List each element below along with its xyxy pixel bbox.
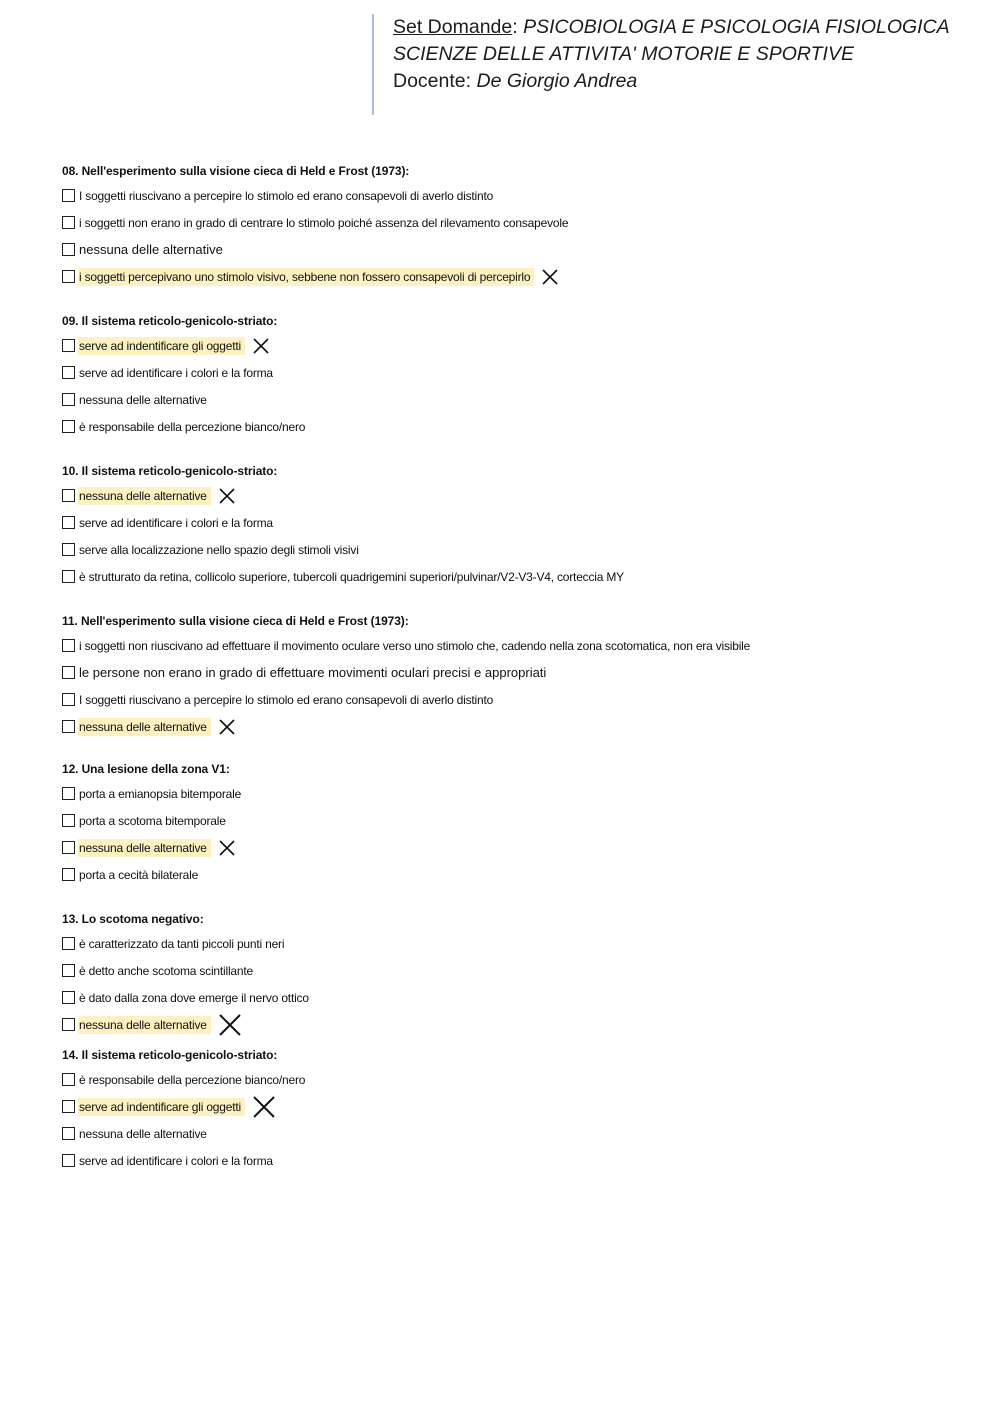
answer-checkbox[interactable]	[62, 243, 75, 256]
question-10	[62, 460, 962, 590]
cross-mark-icon	[219, 719, 235, 735]
answer-text: i soggetti non riuscivano ad effettuare il movimento oculare verso uno stimolo che, cadendo nella zona scotomatica, non era visibile	[79, 638, 751, 653]
answer-text: serve ad identificare i colori e la forma	[79, 515, 273, 530]
answer-checkbox[interactable]	[62, 814, 75, 827]
cross-mark-icon	[253, 338, 269, 354]
answer-checkbox[interactable]	[62, 666, 75, 679]
cross-mark-icon	[219, 1014, 241, 1036]
answer-option[interactable]	[62, 1120, 962, 1147]
answer-text: I soggetti riuscivano a percepire lo stimolo ed erano consapevoli di averlo distinto	[79, 692, 494, 707]
answer-checkbox[interactable]	[62, 1154, 75, 1167]
answer-text: è responsabile della percezione bianco/nero	[79, 419, 306, 434]
question-title: 10. Il sistema reticolo-genicolo-striato:	[62, 464, 278, 478]
set-label: Set Domande	[393, 16, 513, 38]
question-title: 12. Una lesione della zona V1:	[62, 762, 230, 776]
answer-text: nessuna delle alternative	[79, 392, 207, 407]
answer-option-marked[interactable]	[62, 1011, 962, 1038]
answer-text: porta a scotoma bitemporale	[79, 813, 226, 828]
answer-checkbox[interactable]	[62, 720, 75, 733]
question-title: 08. Nell'esperimento sulla visione cieca di Held e Frost (1973):	[62, 164, 410, 178]
answer-option[interactable]	[62, 536, 962, 563]
question-13	[62, 908, 962, 1038]
question-title: 11. Nell'esperimento sulla visione cieca di Held e Frost (1973):	[62, 614, 409, 628]
answer-text: serve ad identificare i colori e la forma	[79, 365, 273, 380]
answer-text: è strutturato da retina, collicolo superiore, tubercoli quadrigemini superiori/pulvinar/V2-V3-V4, corteccia MY	[79, 569, 624, 584]
answer-checkbox[interactable]	[62, 216, 75, 229]
answer-checkbox[interactable]	[62, 420, 75, 433]
answer-text-highlighted: i soggetti percepivano uno stimolo visivo, sebbene non fossero consapevoli di percepirlo	[78, 268, 534, 286]
answer-checkbox[interactable]	[62, 366, 75, 379]
answer-option[interactable]	[62, 686, 962, 713]
answer-checkbox[interactable]	[62, 841, 75, 854]
answer-checkbox[interactable]	[62, 339, 75, 352]
answer-checkbox[interactable]	[62, 991, 75, 1004]
answer-text: i soggetti non erano in grado di centrare lo stimolo poiché assenza del rilevamento consapevole	[79, 215, 569, 230]
answer-text-highlighted: nessuna delle alternative	[78, 487, 211, 505]
answer-checkbox[interactable]	[62, 270, 75, 283]
question-11	[62, 610, 962, 740]
answer-checkbox[interactable]	[62, 189, 75, 202]
answer-option[interactable]	[62, 780, 962, 807]
answer-checkbox[interactable]	[62, 693, 75, 706]
answer-option-marked[interactable]	[62, 713, 962, 740]
answer-checkbox[interactable]	[62, 570, 75, 583]
answer-checkbox[interactable]	[62, 1127, 75, 1140]
answer-option[interactable]	[62, 1147, 962, 1174]
answer-option[interactable]	[62, 807, 962, 834]
answer-checkbox[interactable]	[62, 543, 75, 556]
subject-title: PSICOBIOLOGIA E PSICOLOGIA FISIOLOGICA	[523, 16, 950, 38]
course-title: SCIENZE DELLE ATTIVITA' MOTORIE E SPORTIVE	[393, 43, 854, 65]
answer-text: nessuna delle alternative	[79, 242, 223, 257]
answer-text: è detto anche scotoma scintillante	[79, 963, 253, 978]
question-list	[62, 160, 962, 1174]
answer-text: le persone non erano in grado di effettuare movimenti oculari precisi e appropriati	[79, 665, 547, 680]
answer-text: porta a cecità bilaterale	[79, 867, 199, 882]
answer-checkbox[interactable]	[62, 516, 75, 529]
answer-checkbox[interactable]	[62, 1100, 75, 1113]
answer-checkbox[interactable]	[62, 937, 75, 950]
answer-option[interactable]	[62, 563, 962, 590]
answer-option[interactable]	[62, 182, 962, 209]
answer-option-marked[interactable]	[62, 482, 962, 509]
answer-checkbox[interactable]	[62, 1018, 75, 1031]
answer-text: è dato dalla zona dove emerge il nervo ottico	[79, 990, 309, 1005]
answer-option[interactable]	[62, 861, 962, 888]
answer-text: è responsabile della percezione bianco/nero	[79, 1072, 306, 1087]
question-12	[62, 758, 962, 888]
answer-checkbox[interactable]	[62, 1073, 75, 1086]
answer-text: porta a emianopsia bitemporale	[79, 786, 242, 801]
document-header	[372, 14, 972, 115]
header-set-line	[393, 14, 972, 41]
answer-checkbox[interactable]	[62, 868, 75, 881]
question-title: 09. Il sistema reticolo-genicolo-striato:	[62, 314, 278, 328]
answer-option[interactable]	[62, 209, 962, 236]
answer-option-marked[interactable]	[62, 1093, 962, 1120]
teacher-label: Docente:	[393, 70, 472, 92]
question-title: 14. Il sistema reticolo-genicolo-striato:	[62, 1048, 278, 1062]
answer-text-highlighted: serve ad indentificare gli oggetti	[78, 337, 245, 355]
answer-option-marked[interactable]	[62, 263, 962, 290]
answer-text-highlighted: nessuna delle alternative	[78, 839, 211, 857]
cross-mark-icon	[219, 488, 235, 504]
answer-option[interactable]	[62, 509, 962, 536]
answer-option[interactable]	[62, 386, 962, 413]
answer-option[interactable]	[62, 1066, 962, 1093]
answer-option[interactable]	[62, 930, 962, 957]
answer-checkbox[interactable]	[62, 393, 75, 406]
answer-text-highlighted: serve ad indentificare gli oggetti	[78, 1098, 245, 1116]
question-09	[62, 310, 962, 440]
answer-text: nessuna delle alternative	[79, 1126, 207, 1141]
answer-option[interactable]	[62, 659, 962, 686]
answer-text-highlighted: nessuna delle alternative	[78, 718, 211, 736]
answer-option[interactable]	[62, 632, 962, 659]
teacher-name: De Giorgio Andrea	[476, 70, 638, 92]
answer-checkbox[interactable]	[62, 639, 75, 652]
answer-text: serve alla localizzazione nello spazio degli stimoli visivi	[79, 542, 359, 557]
answer-checkbox[interactable]	[62, 489, 75, 502]
answer-option[interactable]	[62, 957, 962, 984]
answer-option[interactable]	[62, 359, 962, 386]
answer-checkbox[interactable]	[62, 787, 75, 800]
answer-checkbox[interactable]	[62, 964, 75, 977]
question-08	[62, 160, 962, 290]
cross-mark-icon	[219, 840, 235, 856]
answer-option[interactable]	[62, 413, 962, 440]
answer-option[interactable]	[62, 236, 962, 263]
question-14	[62, 1044, 962, 1174]
answer-text: I soggetti riuscivano a percepire lo stimolo ed erano consapevoli di averlo distinto	[79, 188, 494, 203]
answer-option-marked[interactable]	[62, 332, 962, 359]
answer-option-marked[interactable]	[62, 834, 962, 861]
teacher-line	[393, 68, 972, 95]
answer-text-highlighted: nessuna delle alternative	[78, 1016, 211, 1034]
answer-option[interactable]	[62, 984, 962, 1011]
answer-text: è caratterizzato da tanti piccoli punti neri	[79, 936, 285, 951]
cross-mark-icon	[542, 269, 558, 285]
question-title: 13. Lo scotoma negativo:	[62, 912, 204, 926]
set-colon: :	[512, 16, 518, 38]
cross-mark-icon	[253, 1096, 275, 1118]
answer-text: serve ad identificare i colori e la forma	[79, 1153, 273, 1168]
